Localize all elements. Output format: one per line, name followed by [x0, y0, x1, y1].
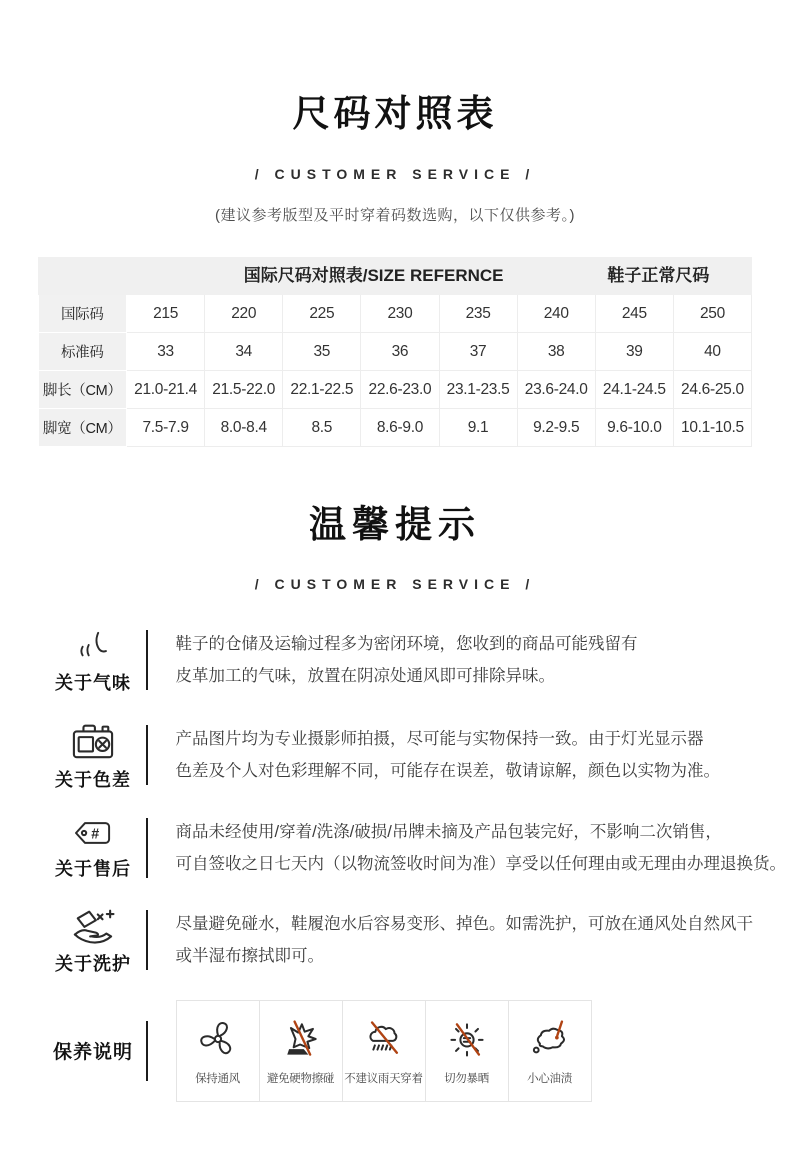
size-chart-title: 尺码对照表 [292, 93, 498, 134]
table-cell: 37 [439, 333, 517, 371]
hand-wash-icon [70, 905, 116, 945]
svg-text:#: # [91, 826, 100, 843]
care-caption: 切勿暴晒 [444, 1072, 489, 1085]
table-cell: 38 [517, 333, 595, 371]
table-cell: 235 [439, 295, 517, 333]
care-divider [146, 1021, 148, 1081]
table-cell: 7.5-7.9 [127, 409, 205, 447]
size-chart-table [38, 257, 752, 447]
table-cell: 36 [361, 333, 439, 371]
table-row [39, 409, 752, 447]
table-cell: 39 [595, 333, 673, 371]
table-cell: 8.6-9.0 [361, 409, 439, 447]
table-cell: 240 [517, 295, 595, 333]
care-item-oil-stain [508, 1000, 592, 1102]
tip-row-washcare [40, 905, 790, 976]
care-caption: 小心油渍 [527, 1072, 572, 1085]
tips-list [40, 626, 790, 976]
tip-label-color: 关于色差 [55, 769, 131, 790]
row-label-international-code: 国际码 [39, 295, 127, 333]
table-header-international: 国际尺码对照表/SIZE REFERNCE [243, 266, 504, 286]
tip-label-odor: 关于气味 [55, 672, 131, 693]
table-header-row [39, 258, 752, 295]
tip-row-aftersale [40, 816, 790, 881]
no-hard-scratch-icon [279, 1017, 323, 1061]
tips-title: 温馨提示 [309, 504, 481, 546]
tip-text-aftersale: 商品未经使用/穿着/洗涤/破损/吊牌未摘及产品包装完好，不影响二次销售， 可自签收之日七天内（以物流签收时间为准）享受以任何理由或无理由办理退换货。 [175, 823, 786, 874]
care-item-no-scratch [259, 1000, 343, 1102]
table-row [39, 333, 752, 371]
care-label: 保养说明 [52, 1042, 133, 1064]
table-cell: 9.2-9.5 [517, 409, 595, 447]
tip-text-odor: 鞋子的仓储及运输过程多为密闭环境，您收到的商品可能残留有 皮革加工的气味，放置在阴凉处通风即可排除异味。 [175, 635, 638, 686]
table-cell: 8.0-8.4 [205, 409, 283, 447]
table-cell: 23.1-23.5 [439, 371, 517, 409]
care-item-no-rain [342, 1000, 426, 1102]
table-cell: 230 [361, 295, 439, 333]
fan-icon [196, 1017, 240, 1061]
row-label-standard-code: 标准码 [39, 333, 127, 371]
tip-row-odor [40, 626, 790, 695]
camera-icon [70, 719, 116, 761]
table-row [39, 371, 752, 409]
customer-service-subtitle: / CUSTOMER SERVICE / [254, 166, 536, 183]
table-cell: 250 [673, 295, 751, 333]
row-label-foot-width: 脚宽（CM） [39, 409, 127, 447]
table-cell: 21.5-22.0 [205, 371, 283, 409]
tip-divider [146, 910, 148, 970]
row-label-foot-length: 脚长（CM） [39, 371, 127, 409]
size-chart-note: (建议参考版型及平时穿着码数选购，以下仅供参考。) [215, 207, 575, 225]
table-cell: 220 [205, 295, 283, 333]
table-header-normal-size: 鞋子正常尺码 [607, 266, 710, 286]
table-cell: 9.1 [439, 409, 517, 447]
tip-divider [146, 630, 148, 690]
price-tag-icon [71, 816, 115, 850]
table-cell: 215 [127, 295, 205, 333]
table-cell: 23.6-24.0 [517, 371, 595, 409]
tip-divider [146, 725, 148, 785]
table-cell: 40 [673, 333, 751, 371]
table-row [39, 295, 752, 333]
tip-label-aftersale: 关于售后 [55, 858, 131, 879]
odor-icon [72, 626, 114, 664]
table-cell: 8.5 [283, 409, 361, 447]
table-cell: 24.6-25.0 [673, 371, 751, 409]
table-cell: 9.6-10.0 [595, 409, 673, 447]
table-cell: 245 [595, 295, 673, 333]
oil-stain-icon [528, 1017, 572, 1061]
table-cell: 21.0-21.4 [127, 371, 205, 409]
care-item-ventilation [176, 1000, 260, 1102]
table-cell: 22.1-22.5 [283, 371, 361, 409]
care-caption: 保持通风 [195, 1072, 240, 1085]
tip-label-washcare: 关于洗护 [55, 953, 131, 974]
table-cell: 22.6-23.0 [361, 371, 439, 409]
table-cell: 225 [283, 295, 361, 333]
table-cell: 35 [283, 333, 361, 371]
table-cell: 10.1-10.5 [673, 409, 751, 447]
tip-row-color [40, 719, 790, 792]
table-cell: 34 [205, 333, 283, 371]
tip-divider [146, 818, 148, 878]
table-cell: 24.1-24.5 [595, 371, 673, 409]
no-sun-icon [445, 1017, 489, 1061]
tip-text-color: 产品图片均为专业摄影师拍摄，尽可能与实物保持一致。由于灯光显示器 色差及个人对色彩理解不同，可能存在误差，敬请谅解，颜色以实物为准。 [175, 730, 720, 781]
care-caption: 避免硬物擦碰 [266, 1072, 335, 1085]
care-item-no-sun [425, 1000, 509, 1102]
table-cell: 33 [127, 333, 205, 371]
care-instructions [40, 1000, 790, 1102]
tip-text-washcare: 尽量避免碰水，鞋履泡水后容易变形、掉色。如需洗护，可放在通风处自然风干 或半湿布擦拭即可。 [175, 915, 753, 966]
customer-service-subtitle-2: / CUSTOMER SERVICE / [254, 575, 536, 592]
no-rain-icon [362, 1017, 406, 1061]
care-caption: 不建议雨天穿着 [344, 1072, 423, 1085]
